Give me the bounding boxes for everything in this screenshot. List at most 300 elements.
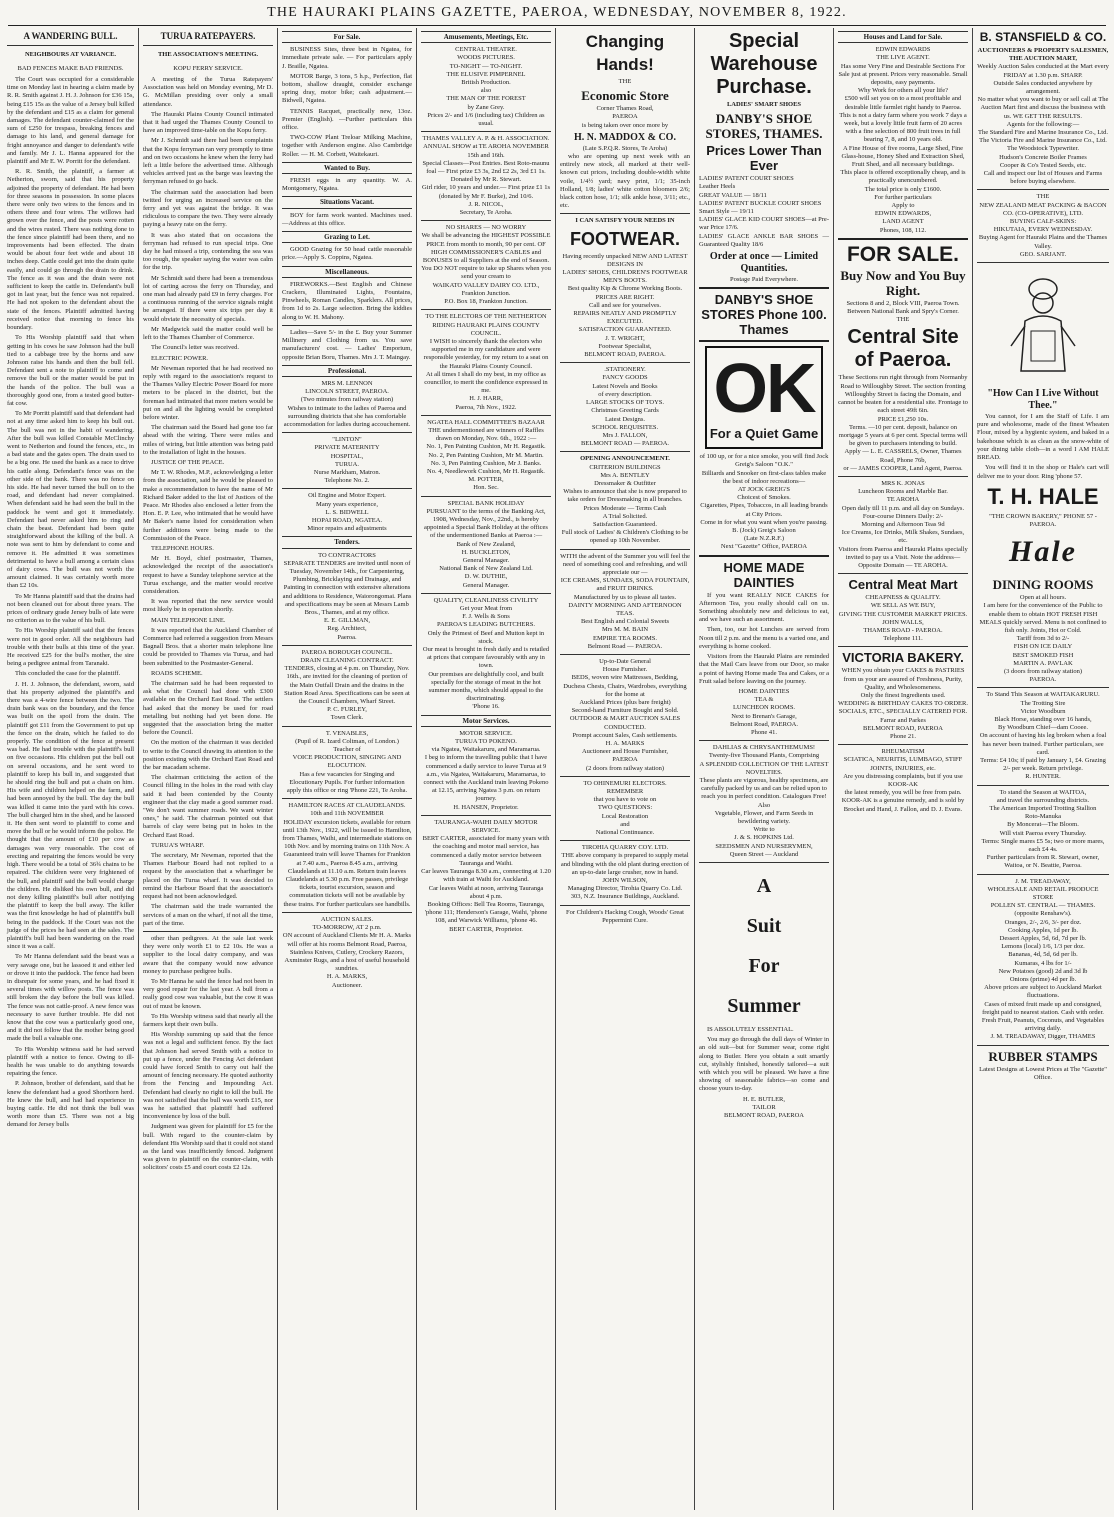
ad-line: via Ngatea, Waitakaruru, and Maramarua. [431, 746, 541, 754]
ad-line: H. J. HARR, [469, 395, 503, 403]
paragraph: Mr J. Schmidt said there had been complaints that the Kopu ferryman ran very promptly to time and on two occasions he knew when the ferry had left a little before the advertised time. Although vehicles arrived just as the barge was leaving the ferryman refused to go back. [143, 137, 273, 186]
paragraph: To His Worship plaintiff said that when getting in his cows he saw Johnson had the bull tied to a cabbage tree by the horns and saw Johnson raise his hands and then the bull fell. Defendant sent a note to plaintiff to come and remove the bull or the matter would be put in the hands of the police. The bull was a thoroughly good one, from a tested good butter-fat cow. [7, 334, 134, 407]
ad-line: MRS K. JONAS [881, 479, 925, 487]
ad-line: (3 doors from railway station) [1004, 667, 1082, 675]
ad-line: To stand the Season at WAITOA, [999, 788, 1087, 796]
ad-line: Open at all hours. [1019, 594, 1067, 602]
ad-line: Get your Meat from [459, 605, 513, 612]
paragraph: ELECTRIC POWER. [151, 354, 209, 362]
column-7 [835, 28, 971, 1510]
category-header: Tenders. [282, 536, 412, 548]
ad-line: Phone 21. [890, 733, 916, 740]
masthead: THE HAURAKI PLAINS GAZETTE, PAEROA, WEDNESDAY, NOVEMBER 8, 1922. [267, 5, 847, 20]
paragraph: J. H. J. Johnson, the defendant, sworn, said that his property adjoined the plaintiff's and there was a 4-wire fence between the two. The drain bank was on the boundary, and the fence was built on the spoil from the drain. The plaintiff got £11 from the Government to put up the fence on the drain, which he failed to do properly. The condition of the fence at present was bad. He had trouble with the plaintiff's bull on five occasions. His children put the bull out on several occasions, and he sent word to plaintiff to keep his bull in, and suggested that he should ring the bull and put a chain on him. His wife and children helped on the farm, and had been annoyed by the bull. The day the bull was killed it came into the yard with his cows. The bull charged him in the shed, and he lassoed it. He then sent word to plaintiff to come and move the bull or he would inform the police. He thought that the amount of £10 per cow as damages was very reasonable. The cost of erecting and repairing the fences would be very high. There would be a total of 36¾ chains to be repaired. The children were very frightened of the bull, and plaintiff said the bull would charge the children. He disliked his own bull, and did not deny killing plaintiff's bull after notifying the plaintiff to keep the bull away. The killer was the first knowledge he had of plaintiff's bull being in the paddock. If the Court was not the judge of the prices he had seen at the sales. The plaintiff's bull had been wandering on the road since it was a calf. [7, 680, 134, 951]
ad-line: Girl rider, 10 years and under.— First prize £1 1s (donated by Mr F. Burke), 2nd 10/6. [421, 184, 551, 200]
ad-line: Town Clerk. [330, 714, 364, 722]
ad-line: AUCTION SALES. [320, 915, 374, 923]
divider [421, 415, 551, 416]
classified-ad: BUSINESS Sites, three best in Ngatea, for immediate private sale. — For particulars apply J. Braille, Ngatea. [282, 46, 412, 70]
ad-line: TENDERS, closing at 4 p.m. on Thursday, Nov. 16th., are invited for the cleaning of portion of the Main Outfall Drain and the drains in the Station Road Area. Specifications can be seen at the Council Chambers, Wharf Street. [284, 665, 410, 706]
ad-line: For further particulars [874, 193, 932, 201]
article-continuation [143, 935, 273, 1173]
ad-line: Auckland Prices (plus bare freight) [579, 699, 671, 706]
ad-line: Auctioneer and House Furnisher, [581, 748, 669, 756]
ad-line: Latest Novels and Books [592, 382, 658, 390]
paragraph: The chairman criticising the action of the Council filling in the holes in the road with clay said it had been contended by the County engineer that the clay made a good summer road. "We don't want summer roads. We want winter ones," he said. The chairman pointed out that barrels of clay were being put in holes in the Orchard East Road. [143, 774, 273, 839]
ad-body: You cannot, for I am the Staff of Life. I am pure and wholesome, made of the finest Wheaten Flour, mixed by a hygienic system, and baked in a bakehouse which is as clean as the snow-white of your dining table cloth—in a word I AM HALE BREAD. [977, 413, 1109, 462]
ad-headline: Buy Now and You Buy Right. [840, 267, 966, 298]
ad-line: Paeroa. [337, 633, 357, 641]
dressmaker-ad [560, 472, 690, 546]
ad-line: SPECIAL BANK HOLIDAY [447, 499, 525, 507]
luncheon-ad [838, 480, 968, 570]
ad-line: Many years experience, [316, 500, 378, 508]
ad-line: Billiards and Snooker on first-class tables make the best of indoor recreations— [701, 469, 827, 485]
tea-rooms-ad [560, 553, 690, 651]
ad-line: EMPIRE TEA ROOMS. [593, 634, 657, 642]
ad-line: Managing Director, Tirohia Quarry Co. Ltd. [567, 885, 683, 893]
divider [838, 476, 968, 477]
ad-line: Lemons (local) 1/6, 1/3 per doz. [1001, 943, 1085, 951]
ad-line: TURUA. [334, 460, 359, 468]
divider [977, 874, 1109, 875]
divider [838, 573, 968, 574]
paragraph: The chairman said he had been requested to ask what the Council had done with £300 available on the Orchard East Road. The settlers had asked that the money be used for road metalling but nothing had yet been done. He suggested that the association bring the matter before the Council. [143, 680, 273, 737]
ad-line: Full stock of Ladies' & Children's Clothing to be opened up 10th November. [561, 529, 689, 545]
ad-line: These plants are vigorous, healthy specimens, are carefully packed by us and can be relied upon to reach you in perfect condition. Catalogues Free! [699, 776, 829, 801]
ad-line: Satisfaction Guaranteed. [593, 520, 657, 528]
ad-line: I WISH to sincerely thank the electors who supported me in my candidature and were responsible yesterday, for my return to a seat on the Hauraki Plains County Council. [423, 337, 549, 370]
motor-service-ad [421, 730, 551, 812]
ad-line: Why Work for others all your life? [858, 87, 948, 95]
ad-line: Sections 8 and 2, Block VIII, Paeroa Town. [846, 299, 960, 307]
nursery-ad [699, 744, 829, 859]
ad-line: TURUA TO POKENO. [455, 738, 517, 746]
hale-logo-text: Hale [1009, 535, 1077, 568]
ad-line: THE LIVE AGENT. [876, 54, 930, 62]
divider [699, 555, 829, 557]
ad-headline: DINING ROOMS [992, 577, 1094, 593]
ad-text: is being taken over once more by [581, 121, 669, 129]
ad-headline: B. STANSFIELD & CO. [979, 30, 1107, 44]
paragraph: A meeting of the Turua Ratepayers' Association was held on Monday evening, Mr D. G. McMillan presiding over only a small attendance. [143, 76, 273, 108]
divider [560, 451, 690, 452]
dairy-ad [421, 224, 551, 306]
ad-line: WEDDING & BIRTHDAY CAKES TO ORDER. [838, 700, 968, 708]
ad-line: LADIES' SHOES, CHILDREN'S FOOTWEAR MEN'S BOOTS. [562, 269, 688, 285]
paragraph: Then, too, our hot Lunches are served from Noon till 2 p.m. and the menu is a varied one, and everything is home cooked. [699, 626, 829, 650]
ad-line: POLLEN ST. CENTRAL — THAMES. [990, 902, 1096, 910]
stationery-ad [560, 366, 690, 448]
ad-line: TO CONTRACTORS [318, 551, 376, 559]
divider [282, 325, 412, 326]
ad-line: Morning and Afternoon Teas 9d [861, 520, 945, 528]
ad-line: General Manager. [462, 581, 510, 589]
ad-text: AUCTIONEERS & PROPERTY SALESMEN, THE AUCTION MART, [977, 47, 1109, 63]
ad-text: I CAN SATISFY YOUR NEEDS IN [575, 217, 675, 225]
ad-line: Outside Sales conducted anywhere by arrangement. [993, 79, 1093, 96]
ad-line: WAIKATO VALLEY DAIRY CO. LTD., [432, 281, 540, 289]
classified-ad: FRESH eggs in any quantity. W. A. Montgomery, Ngatea. [282, 177, 412, 193]
divider [560, 840, 690, 841]
category-header: Professional. [282, 365, 412, 377]
ad-line: Only the finest Ingredients used. [860, 691, 946, 699]
ad-line: Call and inspect our list of Houses and Farms before buying elsewhere. [983, 170, 1103, 186]
ad-line: Next to Brenan's Garage, [731, 712, 797, 720]
ad-line: Best quality Kip & Chrome Working Boots. [567, 285, 683, 293]
ad-line: (Late N.Z.R.F.) [743, 535, 785, 543]
ad-line: NGATEA HALL COMMITTEE'S BAZAAR [427, 418, 545, 426]
ad-line: The Trotting Sire [1020, 699, 1066, 707]
paragraph: To Mr Porritt plaintiff said that defendant had not at any time asked him to keep his bull out. The bull was not in the habit of wandering. After the bull was killed Constable McClinchy went to Netherton and found the fences, etc., in a bad state and the gates open. The drain used to be a big one. He used the bank as a race to drive his cattle along. Defendant's fence was on the other side of the bank. There was no fence on his side. He had never turned the bull on to the road, and defendant had never complained. When defendant said he had seen the bull in the paddock he went and got it immediately. Defendant had never asked him to ring and chain the beast. Defendant had been quite straightforward about the killing of the bull. A note was sent to him by defendant to come and remove it. He admitted it was sometimes detrimental to have a bull among a certain class of dairy cows. The bull was not worth the amount claimed. It was certainly worth more than £2 10s. [7, 410, 134, 590]
ad-line: Only the Primest of Beef and Mutton kept in stock. [427, 629, 545, 645]
ad-headline: DANBY'S SHOE STORES Phone 100. Thames [701, 292, 827, 338]
column-5 [557, 28, 693, 1510]
ad-text: PAEROA [612, 113, 638, 121]
ad-line: ICE CREAMS, SUNDAES, SODA FOUNTAIN, and FRUIT DRINKS. [560, 577, 690, 593]
ad-line: Suit [746, 914, 782, 937]
paragraph: Mr Schmidt said there had been a tremendous lot of carting across the ferry on Thursday, and one man had already paid £9 in ferry charges. For a continuous running of the service signals might be arranged. If there were six trips per day it would obviate the necessity of specials. [143, 274, 273, 323]
ad-line: Cigarettes, Pipes, Tobaccos, in all leading brands at City Prices. [700, 502, 828, 518]
ad-line: Minor repairs and adjustments [307, 525, 387, 533]
ad-line: Queen Street — Auckland [729, 850, 799, 858]
baker-illustration [977, 266, 1109, 386]
divider [977, 1045, 1109, 1046]
article-subtitle: THE ASSOCIATION'S MEETING. [157, 51, 259, 58]
ad-line: PRICE £1,250 10s. [877, 415, 929, 423]
divider [421, 496, 551, 497]
ad-line: Call and see for yourselves. [588, 301, 662, 309]
paragraph: ROADS SCHEME. [151, 669, 203, 677]
ad-headline: Economic Store [581, 88, 669, 104]
ad-body: You will find it in the shop or Hale's cart will deliver me to your door. Ring 'phone 57. [977, 464, 1109, 480]
bakery-ad [838, 667, 968, 716]
ad-line: Come in for what you want when you're passing. [700, 518, 828, 526]
sections-text [838, 300, 968, 316]
ad-line: LADIES' GLACE KID COURT SHOES—at Pre-war Price 17/6. [699, 216, 829, 232]
ad-line: Has some Very Fine and Desirable Sections For Sale just at present. Prices very reasonable. Small deposits, easy payments. [838, 62, 968, 87]
ad-line: Bananas, 4d, 5d, 6d per lb. [1008, 951, 1078, 959]
ad-headline: "How Can I Live Without Thee." [987, 388, 1099, 412]
ad-line: MARTIN A. PAVLAK [1013, 659, 1073, 667]
ad-line: Frankton Junction. [461, 289, 511, 297]
ad-line: EDWIN EDWARDS [875, 46, 931, 54]
article-subtitle: NEIGHBOURS AT VARIANCE. [24, 51, 117, 58]
ad-line: Terms. —10 per cent. deposit, balance on mortgage 5 years at 6 per cent. Special terms will be given to purchasers intending to build. [838, 423, 968, 448]
article-title: A WANDERING BULL. [23, 31, 118, 41]
ad-line: REMEMBER [606, 788, 644, 796]
ad-line: GEO. SARJANT. [1019, 250, 1067, 258]
column-rule [972, 28, 973, 1510]
ad-line: E. E. GILLMAN, [323, 617, 371, 625]
ad-line: BUYING CALF-SKINS: [1009, 218, 1077, 226]
ad-line: BELMONT ROAD, PAEROA [724, 1112, 804, 1119]
ad-line: QUALITY, CLEANLINESS CIVILITY [433, 596, 539, 604]
ad-line: Terms: £4 10s; if paid by January 1, £4. Grazing 2/- per week. Return privilege. [980, 756, 1106, 773]
ad-line: Car leaves Tauranga 8.30 a.m., connecting at 1.20 with train at Waihi for Auckland. [421, 868, 551, 884]
ad-line: No. 4, Needlework Cushion, Mr H. Regastik. [427, 467, 545, 475]
column-2 [140, 28, 276, 1510]
classified-ad: TENNIS Racquet, practically new, 13oz. Premier (English). —Further particulars this office. [282, 107, 412, 132]
category-header: Grazing to Let. [282, 231, 412, 243]
ad-line: SEPARATE TENDERS are invited until noon of Tuesday, November 14th., for Carpentering, Plumbing, Bricklaying and Drainage, and Painting in connection with extensive alterations and additions to Residence, Waiorongomai. Plans and specifications may be seen at Messrs Lamb Bros., Thames, and at my office. [282, 559, 412, 616]
column-rule [138, 28, 139, 1510]
ad-line: TWO QUESTIONS: [597, 804, 653, 812]
divider [977, 785, 1109, 786]
ad-line: Hon. Sec. [473, 484, 499, 492]
paragraph: Mr T. W. Rhodes, M.P., acknowledging a letter from the association, said he would be pleased to make a recommendation to have the name of Mr Richard Baker added to the list of Justices of the Peace. Mr Rhodes also enclosed a letter from the Hon. E. P. Lee, who intimated that he would have Mr Baker's name listed for consideration when further additions were being made to the Commission of the Peace. [143, 469, 273, 542]
category-header: Miscellaneous. [282, 266, 412, 278]
divider [560, 654, 690, 655]
paragraph: It was reported that the Auckland Chamber of Commerce had referred a suggestion from Messrs Bagnall Bros. that a shorter main telephone line could be provided to Thames via Turua, and had been submitted to the Postmaster-General. [143, 626, 273, 667]
lennon-ad [282, 380, 412, 429]
ad-line: LUNCHEON ROOMS. [732, 704, 796, 712]
ad-line: National Continuance. [595, 829, 655, 837]
divider [143, 45, 273, 46]
ad-line: TAURANGA-WAIHI DAILY MOTOR SERVICE. [434, 818, 538, 835]
ad-headline: HOME MADE DAINTIES [723, 559, 805, 590]
ad-line: This place is offered exceptionally cheap, and is practically unencumbered. [840, 169, 966, 185]
ad-line: SATISFACTION GUARANTEED. [578, 326, 672, 334]
column-8 [974, 28, 1112, 1510]
paragraph: Mr H. Boyd, chief postmaster, Thames, acknowledged the receipt of the association's request to have a Sunday telephone service at the Turua exchange, and the matter would receive consideration. [143, 555, 273, 595]
paragraph: Visitors from the Hauraki Plains are reminded that the Mail Cars leave from our Door, so make a point of having Home made Tea and Cakes, or a Fruit salad before leaving on the journey. [699, 653, 829, 685]
classifieds [282, 46, 412, 159]
ad-line: NO SHARES — NO WORRY [445, 224, 527, 232]
divider [699, 740, 829, 741]
divider [560, 905, 690, 906]
ad-line: Apply to [891, 202, 915, 210]
ad-line: The total price is only £1600. [864, 185, 942, 193]
produce-ad [977, 878, 1109, 1042]
ad-line: Nurse Markham, Matron. [313, 468, 381, 476]
ad-line: OUTDOOR & MART AUCTION SALES CONDUCTED. [569, 715, 681, 731]
dainties-ad [699, 592, 829, 686]
ad-line: J. R. NICOL, [468, 200, 504, 208]
ad-line: Having recently unpacked NEW AND LATEST DESIGNS IN [562, 252, 688, 268]
ad-line: Tariff from 3d to 2/- [1016, 635, 1070, 643]
paragraph: R. R. Smith, the plaintiff, a farmer at Netherton, sworn, said that his property adjoined the property of defendant. He had been for three seasons in possession. In some places there were only two wires to the fences and in others three and four wires. The willows had grown over the fence, and the posts were rotten and the wires rusted. There was nothing done to the fence since plaintiff had been there, and no improvements had been effected. The drain would be about four feet wide and about 18 inches deep. Cattle could get into the drain quite easily, and could go through the drain to drink. The fence as it was and the drain were not sufficient to keep the cattle in. Defendant's bull got in last year, but the fence was not repaired. He had not spoken to the defendant about the state of the fences. Plaintiff admitted having received notice that morning to fence his boundary. [7, 168, 134, 332]
paragraph: To Mr Hanna he said the fence had not been in very good repair for the last year. A bull from a really good cow was valuable, but the cow it was out of must be known. [143, 977, 273, 1010]
column-6 [696, 28, 832, 1510]
ad-line: Prices Moderate — Terms Cash [583, 504, 667, 512]
ad-line: Dessert Apples, 5d, 6d, 7d per lb. [999, 935, 1087, 943]
ad-line: 303, N.Z. Insurance Buildings, Auckland. [570, 893, 680, 901]
ad-line: Second-hand Furniture Bought and Sold. [571, 707, 679, 715]
ad-line: FISH ON ICE DAILY [1013, 643, 1073, 651]
ad-line: Wishes to intimate to the ladies of Paeroa and surrounding districts that she has comfortable accommodation for ladies during accouchement. [283, 404, 411, 428]
ad-line: MRS M. LENNON [321, 379, 373, 387]
ad-line: JOHN WILSON, [602, 877, 648, 885]
ad-line: Are you distressing complaints, but if you use [843, 772, 963, 780]
classified-ad: GOOD Grazing for 50 head cattle reasonable price.—Apply S. Coppins, Ngatea. [282, 246, 412, 262]
bank-holiday-ad [421, 500, 551, 590]
ad-line: Next "Gazette" Office, PAEROA [720, 543, 808, 551]
ad-line: THE [1036, 193, 1050, 201]
divider [282, 726, 412, 727]
ad-line: LINCOLN STREET, PAEROA. [305, 388, 389, 396]
ad-line: A [756, 874, 772, 897]
stallion-ad-2 [977, 789, 1109, 871]
divider [282, 798, 412, 799]
ad-line: THE MAN OF THE FOREST [446, 95, 526, 103]
column-rule [833, 28, 834, 1510]
dining-ad [977, 594, 1109, 684]
ad-line: Latest Designs. [604, 415, 646, 423]
meat-mart-ad [838, 594, 968, 619]
ad-line: H. A. MARKS [605, 740, 645, 748]
ad-line: J. T. WRIGHT, [605, 334, 645, 342]
ad-line: Weekly Auction Sales conducted at the Mart every FRIDAY at 1.30 p.m. SHARP. [977, 63, 1109, 79]
ad-line: PAEROA'S LEADING BUTCHERS. [437, 621, 535, 629]
ad-line: Victor Woodburn [1020, 707, 1066, 715]
ad-line: By Moncerat—The Bloom. [1007, 821, 1079, 829]
ad-line: Write to [753, 826, 775, 834]
ad-line: Has a few vacancies for Singing and Elocutionary Pupils. For further information apply this office or ring 'Phone 221, Te Aroha. [286, 770, 408, 795]
suit-text [699, 1026, 829, 1094]
ad-line: of 100 up, or for a nice smoke, you will find Jock Greig's Saloon "O.K." [699, 453, 829, 469]
ad-line: Oranges, 2/-, 2/6, 3/- per doz. [1004, 918, 1082, 926]
ad-line: A Fine House of five rooms, Large Shed, Fine Glass-house, Honey Shed and Extraction Shed, Fruit Shed, and all necessary buildings. [841, 144, 965, 169]
paragraph: TURUA'S WHARF. [151, 841, 205, 849]
ad-line: M. POTTER, [468, 476, 504, 484]
ad-line: Roto-Manuka [1024, 813, 1062, 821]
ad-line: (2 doors from railway station) [586, 764, 664, 772]
divider [560, 776, 690, 777]
divider [977, 262, 1109, 263]
ad-line: Reg. Architect, [327, 625, 367, 633]
ad-line: TIROHIA QUARRY COY. LTD. [581, 844, 669, 852]
rheumatism-ad [838, 748, 968, 814]
races-ad [282, 802, 412, 909]
ad-text: Order at once — Limited Quantities. [709, 251, 819, 275]
ad-line: HAMILTON RACES AT CLAUDELANDS. [288, 802, 406, 810]
ad-headline: DANBY'S SHOE STORES, THAMES. [705, 111, 823, 142]
ad-line: Our meat is brought in fresh daily and is retailed at prices that compare favourably with any in town. [422, 646, 550, 670]
ad-line: Four-course Dinners Daily: 2/- [862, 512, 944, 520]
ad-line: Manufactured by us to please all tastes. [573, 593, 677, 601]
venables-ad [282, 730, 412, 796]
divider [560, 362, 690, 363]
ad-line: Belmont Road, PAEROA. [729, 720, 798, 728]
show-ad [421, 135, 551, 217]
ad-line: Belmont Road — PAEROA. [587, 642, 663, 650]
ad-line: Buying Agent for Hauraki Plains and the Thames Valley. [978, 234, 1108, 250]
ad-line: Special Classes—Post Entries. Best Roto-maunu foal — First prize £3 3s, 2nd £2 2s, 3rd £1 1s. Donated by Mr R. Stewart. [422, 159, 550, 184]
ad-line: TO-NIGHT — TO-NIGHT. [449, 62, 523, 70]
ad-text: THE [618, 78, 632, 85]
ad-line: Fresh Fruit, Peanuts, Coconuts, and Vegetables arriving daily. [981, 1017, 1105, 1033]
footwear-ad [560, 253, 690, 360]
ad-text: Corner Thames Road, [596, 105, 654, 113]
divider [838, 238, 968, 240]
paragraph: The chairman said the trade warranted the services of a man on the wharf, if not all the time, part of the time. [143, 903, 273, 927]
stansfield-ad [977, 63, 1109, 186]
ad-line: B. (Jock) Greig's Saloon [732, 527, 796, 535]
ad-line: £500 will set you on to a most profitable and desirable little farmlet right handy to Paeroa. [844, 95, 962, 111]
ad-line: Leather Heels [699, 183, 736, 191]
ad-line: Agents for the following:— [1006, 120, 1080, 128]
ad-line: Smart Style — 19/11 [699, 208, 754, 216]
ad-text: For Children's Hacking Cough, Woods' Great Peppermint Cure. [566, 908, 684, 924]
ad-text: Postage Paid Everywhere. [729, 276, 799, 284]
article-body [7, 76, 134, 1130]
ad-line: T. VENABLES, [325, 729, 369, 737]
borough-ad [282, 649, 412, 723]
auction-ad [282, 916, 412, 990]
ad-headline: Special Warehouse Purchase. [710, 30, 818, 98]
ad-headline: VICTORIA BAKERY. [842, 650, 964, 666]
ad-line: JOHN WALLS, [882, 618, 924, 626]
ad-line: No. 1, Pen Painting Cushion, Mr H. Regastik. [426, 443, 546, 451]
ad-line: H. BUCKLETON, [461, 548, 511, 556]
ad-line: Black Horse, standing over 16 hands, [994, 715, 1092, 723]
ad-body: who are opening up next week with an entirely new stock, all marked at their well-known cut prices, including double-width white voile, 1/4½ yard; navy print, 1/1; 35-inch Holland, 1/8; ladies' white cotton bloomers 2/6; black cotton hose, 1/1; silk ankle hose, 3/11; etc., etc. [560, 153, 690, 210]
shoe-list [699, 175, 829, 249]
ad-line: Cooking Apples, 1d per lb. [1007, 926, 1079, 934]
divider [282, 432, 412, 433]
ad-line: New Potatoes (good) 2d and 3d lb [998, 967, 1088, 975]
ad-line: LADIES' GLACE ANKLE BAR SHOES — Guaranteed Quality 18/6 [699, 232, 829, 248]
ad-line: Mrs M. M. BAIN [601, 626, 649, 634]
ad-line: BERT CARTER, Proprietor. [449, 925, 523, 933]
linton-ad [282, 436, 412, 485]
ad-line: WHOLESALE AND RETAIL PRODUCE STORE [987, 885, 1099, 902]
ad-line: TO OHINEMURI ELECTORS. [583, 779, 667, 787]
ad-line: The American Imported Trotting Stallion [989, 804, 1097, 812]
ad-line: Wishes to announce that she is now prepared to take orders for Dressmaking in all branches. [563, 488, 687, 504]
ad-line: BEST SMOKED FISH [1012, 651, 1074, 659]
quarry-ad [560, 844, 690, 901]
contractors-ad [282, 552, 412, 642]
ad-line: CHEAPNESS & QUALITY. [865, 594, 941, 602]
ad-line: Ice Creams, Ice Drinks, Milk Shakes, Sundaes, etc. [841, 529, 965, 545]
column-1 [4, 28, 137, 1510]
ad-line: On account of having his leg broken when a foal has never been trained. Further particulars, see card. [979, 732, 1107, 756]
baker-figure-icon [1003, 271, 1083, 381]
ad-line: Hudson's Concrete Boiler Frames [999, 153, 1087, 161]
ad-line: WOODS PICTURES. [457, 54, 515, 62]
ad-line: Luncheon Rooms and Marble Bar. [858, 488, 948, 496]
divider [421, 593, 551, 594]
classified-ad: TWO-COW Plant Treloar Milking Machine, together with Anderson engine. Also Cambridge Roller. — H. M. Corbett, Waitekauri. [282, 134, 412, 158]
ad-line: Visitors from Paeroa and Hauraki Plains specially invited to pay us a Visit. Note the address— [838, 545, 968, 561]
ad-line: No. 3, Pen Painting Cushion, Mr J. Banks. [430, 459, 542, 467]
divider [838, 646, 968, 647]
ad-line: A SPLENDID COLLECTION OF THE LATEST NOVELTIES. [699, 760, 829, 776]
ad-line: the latest remedy, you will be free from pain. [844, 789, 962, 797]
electors-ad [421, 313, 551, 411]
ad-line: DRAIN CLEANING CONTRACT. [300, 657, 394, 664]
ad-line: General Manager. [462, 556, 510, 564]
ad-line: For [748, 954, 780, 977]
column-rule [694, 28, 695, 1510]
column-4 [418, 28, 554, 1510]
ad-line: I beg to inform the travelling public that I have commenced a daily service to leave Turua at 9 a.m., via Ngatea, Waitakaruru, Maramarua, to connect with the Auckland train leaving Pokeno at 12.15, arriving Ngatea 3 p.m. on return journey. [423, 754, 549, 803]
classified-ad: MOTOR Barge, 3 tons, 5 h.p., Perfection, flat bottom, shallow draught, consider exchange spring dray, motor bike; cash adjustment.—Bidwell, Ngatea. [282, 72, 412, 105]
ad-line: House Furnisher. [602, 666, 648, 674]
article-body [143, 76, 273, 928]
divider [977, 189, 1109, 190]
ad-line: The Woodstock Typewriter. [1007, 145, 1079, 153]
paragraph: To His Worship plaintiff said that the fences were not in good order. All the neighbours had trouble with their bulls at this time of the year. He received £25 for the bull's mother, the sire being a pedigree animal from Taranaki. [7, 627, 134, 668]
ad-line: Phones, 108, 112. [879, 226, 927, 234]
divider [7, 45, 134, 46]
butcher-ad [421, 597, 551, 712]
ad-line: Footwear Specialist, [598, 342, 652, 350]
ad-line: Cooper & Co's Tested Seeds, etc. [999, 161, 1087, 169]
paragraph: The chairman said the Board had gone too far ahead with the wiring. There were miles and miles of wiring, but little attention was being paid to the installation of light in the houses. [143, 424, 273, 456]
